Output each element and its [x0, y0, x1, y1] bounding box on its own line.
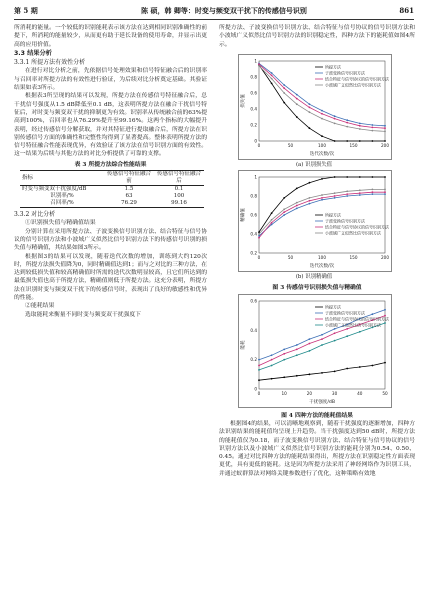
figure-4: [238, 294, 392, 408]
x-tick-label: 0: [257, 255, 261, 260]
data-point: [271, 72, 273, 74]
data-point: [283, 211, 285, 213]
paragraph: 在进行对比分析之前，先依据信号处理效果和信号特征融合后的识别率与召回率对所提方法的有效性进行验证，为后续对比分析奠定基础。其验证结果如表3所示。: [14, 68, 207, 92]
data-point: [334, 118, 336, 120]
x-tick-label: 30: [331, 391, 338, 396]
table-row: [20, 186, 204, 194]
data-point: [372, 124, 374, 126]
data-point: [359, 125, 361, 127]
x-tick-label: 20: [306, 391, 313, 396]
paragraph: 选取能耗来衡量不同时变与频变双干扰强度下: [25, 311, 141, 318]
data-point: [271, 359, 273, 361]
data-point: [309, 111, 311, 113]
data-point: [346, 328, 348, 330]
data-point: [258, 65, 260, 67]
data-point: [321, 194, 323, 196]
table-cell: 63: [125, 193, 133, 200]
legend-label: 小波域广义似然比信号识别方法: [325, 322, 381, 328]
x-tick-label: 150: [349, 143, 358, 148]
data-point: [296, 202, 298, 204]
figure-3a: [238, 54, 392, 160]
subsection-heading-3-3-1: 3.3.1 所提方法有效性分析: [14, 59, 86, 67]
table-cell: 召回率/%: [50, 200, 74, 207]
data-point: [258, 63, 260, 65]
data-point: [384, 131, 386, 133]
data-point: [309, 338, 311, 340]
data-point: [384, 191, 386, 193]
data-point: [309, 182, 311, 184]
data-point: [346, 140, 348, 142]
data-point: [346, 190, 348, 192]
figure-4-caption: 图 4 四种方法的能耗值结果: [281, 413, 353, 419]
data-point: [384, 362, 386, 364]
table-cell: 100: [173, 193, 185, 200]
data-point: [334, 371, 336, 373]
data-point: [372, 130, 374, 132]
data-point: [296, 349, 298, 351]
data-point: [384, 176, 386, 178]
data-point: [321, 338, 323, 340]
legend-label: 子波变换信号识别方法: [325, 70, 365, 76]
x-axis-label: 迭代次数/次: [309, 152, 335, 157]
data-point: [346, 119, 348, 121]
legend-label: 结合特征与信号协议的信号识别方法: [325, 316, 389, 322]
data-point: [334, 115, 336, 117]
x-axis-label: 迭代次数/次: [309, 264, 335, 269]
intro-paragraph: 所消耗的能量。一个较低的识别能耗表示该方法在达到相同识别准确性的前提下，所消耗的能量较少，从而更有助于延长设备的使用寿命，并显示出更高的应用价值。: [14, 25, 207, 48]
data-point: [346, 195, 348, 197]
data-point: [258, 379, 260, 381]
data-point: [321, 334, 323, 336]
right-column-top: [219, 24, 415, 49]
left-column: [14, 24, 207, 319]
data-point: [296, 116, 298, 118]
data-point: [283, 197, 285, 199]
table-row: [20, 200, 204, 208]
item-heading-energy: ②能耗结果: [25, 303, 55, 310]
data-point: [372, 188, 374, 190]
data-point: [359, 123, 361, 125]
table-cell: 时变与频变双干扰强度/dB: [22, 186, 87, 193]
legend-label: 结合特征与信号协议的信号识别方法: [325, 224, 389, 230]
data-point: [296, 205, 298, 207]
data-point: [384, 193, 386, 195]
table-title: 表 3 所提方法综合性能结果: [74, 161, 147, 168]
results-table: [20, 170, 204, 208]
y-tick-label: 0: [254, 386, 257, 392]
data-point: [359, 331, 361, 333]
x-tick-label: 50: [287, 143, 294, 148]
data-point: [359, 176, 361, 178]
data-point: [372, 140, 374, 142]
data-point: [359, 128, 361, 130]
chart-energy: [239, 295, 391, 407]
data-point: [296, 375, 298, 377]
data-point: [334, 195, 336, 197]
header-rule: [14, 19, 414, 20]
table-cell: 0.1: [174, 186, 184, 193]
page-number: 861: [399, 6, 414, 15]
data-point: [296, 354, 298, 356]
legend-label: 小波域广义似然比信号识别方法: [325, 230, 381, 236]
table-cell: 76.29: [121, 200, 137, 207]
data-point: [283, 376, 285, 378]
data-point: [372, 193, 374, 195]
paragraph: 分别计算在采用所提方法、子波变换信号识别方法、结合特征与信号协议的信号识别方法和小波域广义似然比信号识别方法下的传感信号识别的损失值与精确值，其结果如图3所示。: [14, 228, 207, 252]
data-point: [321, 135, 323, 137]
chart-precision: [239, 171, 391, 271]
table-header-cell: 传感信号特征融合前: [106, 171, 151, 185]
data-point: [321, 344, 323, 346]
table-cell: 1.5: [124, 186, 134, 193]
paragraph: 所提方法、子波变换信号识别方法、结合特征与信号协议的信号识别方法和小波域广义似然比信号识别方法的识别稳定性，四种方法下的能耗值如图4所示。: [219, 25, 415, 48]
data-point: [334, 123, 336, 125]
data-point: [283, 349, 285, 351]
data-point: [296, 98, 298, 100]
y-tick-label: 0.4: [250, 231, 257, 237]
x-tick-label: 100: [318, 143, 326, 148]
y-tick-label: 0.8: [250, 74, 257, 80]
data-point: [334, 332, 336, 334]
y-tick-label: 0.4: [250, 327, 257, 333]
paragraph: 根据图4的结果，可以清晰地观察到，随着干扰强度的逐渐增加，四种方法识别结果的能耗值均呈现上升趋势。当干扰强度达到50 dB时，所提方法的能耗值仅为0.18，而子波变换信号识别方法、结合特征与信号协议的信号识别方法以及小波域广义似然比信号识别方法的能耗分别为0.54、0.50、0.45。通过对比四种方法的能耗结果得出，所提方法在识别稳定性方面表现更优，具有更低的能耗。这是因为所提方法采用了神经网络作为识别工具，并通过蚁群算法对网络关键参数进行了优化，这种策略有效地: [219, 421, 415, 477]
data-point: [334, 192, 336, 194]
y-axis-label: 损失值: [241, 94, 246, 108]
data-point: [384, 125, 386, 127]
data-point: [334, 197, 336, 199]
data-point: [258, 365, 260, 367]
y-tick-label: 0.2: [250, 122, 257, 128]
page-header: [14, 6, 414, 20]
data-point: [334, 140, 336, 142]
figure-3a-subcaption: (a) 识别损失值: [295, 162, 333, 168]
x-tick-label: 200: [381, 255, 389, 260]
data-point: [271, 78, 273, 80]
table-header-cell: 传感信号特征融合后: [156, 171, 201, 185]
data-point: [309, 127, 311, 129]
paragraph: 根据表3所呈现的结果可以发现，所提方法在传感信号特征融合后，总干扰信号强度从1.5 dB降低至0.1 dB，这表明所提方法在融合干扰信号特征后，对时变与频变双干扰的抑制更为有效。识别率从传统融合前的63%提高到100%，召回率也从76.29%提升至99.16%。这两个指标的大幅提升表明，经过传感信号分解获取，并对其特征进行提取融合后，所提方法在识别传感信号方面的准确性和完整性均得到了显著提高。整体表明所提方法的信号特征融合性能表现优异，有效验证了该方法在信号识别方面的有效性。这一结果为后续与其他方法的对比分析提供了可靠的支撑。: [14, 93, 207, 158]
data-point: [283, 87, 285, 89]
y-axis-label: 精确值: [241, 208, 246, 222]
data-point: [283, 359, 285, 361]
y-tick-label: 1: [254, 58, 257, 64]
x-tick-label: 0: [257, 143, 261, 148]
data-point: [321, 199, 323, 201]
data-point: [321, 178, 323, 180]
data-point: [359, 194, 361, 196]
item-heading-loss: ①识别损失值与精确值结果: [25, 220, 96, 227]
data-point: [384, 127, 386, 129]
x-axis-label: 干扰强度/dB: [309, 400, 335, 405]
data-point: [372, 176, 374, 178]
data-point: [346, 122, 348, 124]
x-tick-label: 0: [257, 391, 261, 396]
section-heading-3-3: 3.3 结果分析: [14, 49, 52, 57]
data-point: [346, 335, 348, 337]
data-point: [271, 222, 273, 224]
data-point: [296, 207, 298, 209]
data-point: [296, 344, 298, 346]
legend-label: 子波变换信号识别方法: [325, 218, 365, 224]
subsection-heading-3-3-2: 3.3.2 对比分析: [14, 211, 56, 219]
data-point: [384, 309, 386, 311]
legend-label: 结合特征与信号协议的信号识别方法: [325, 76, 389, 82]
data-point: [359, 140, 361, 142]
y-tick-label: 0.2: [250, 357, 257, 363]
x-tick-label: 40: [357, 391, 363, 396]
data-point: [309, 107, 311, 109]
data-point: [384, 140, 386, 142]
x-tick-label: 50: [287, 255, 294, 260]
figure-3b: [238, 170, 392, 272]
data-point: [346, 193, 348, 195]
data-point: [321, 113, 323, 115]
table-cell: 99.16: [171, 200, 187, 207]
y-axis-label: 能耗: [241, 340, 246, 350]
legend-label: 所提方法: [325, 304, 341, 310]
data-point: [359, 189, 361, 191]
data-point: [372, 191, 374, 193]
data-point: [296, 103, 298, 105]
data-point: [271, 219, 273, 221]
data-point: [258, 233, 260, 235]
y-tick-label: 0.4: [250, 106, 257, 112]
data-point: [372, 127, 374, 129]
data-point: [372, 365, 374, 367]
data-point: [271, 378, 273, 380]
y-tick-label: 0.2: [250, 250, 257, 256]
y-tick-label: 0.6: [250, 298, 257, 304]
data-point: [334, 176, 336, 178]
issue-label: 第 5 期: [14, 6, 38, 15]
running-title: 陈 硕，韩 卿等：时变与频变双干扰下的传感信号识别: [141, 6, 307, 15]
data-point: [283, 353, 285, 355]
data-point: [372, 313, 374, 315]
data-point: [384, 188, 386, 190]
legend-label: 子波变换信号识别方法: [325, 310, 365, 316]
data-point: [321, 197, 323, 199]
data-point: [309, 373, 311, 375]
data-point: [309, 103, 311, 105]
data-point: [283, 208, 285, 210]
series-line: [259, 323, 385, 370]
data-point: [309, 343, 311, 345]
data-point: [271, 212, 273, 214]
data-point: [258, 369, 260, 371]
data-point: [309, 197, 311, 199]
data-point: [309, 200, 311, 202]
data-point: [321, 118, 323, 120]
table-cell: 识别率/%: [50, 193, 74, 200]
paragraph: 根据图3的结果可以发现，随着迭代次数的增加，训练到大约120次时，所提方法损失值降为0，同时精确值达到1；而与之对比的三种方法，在达到较低损失值和较高精确值时所需的迭代次数明显较高，且它们所达到的最低损失值也高于所提方法，精确值则低于所提方法。这充分表明，所提方法在识别时变与频变双干扰下的传感信号时，表现出了良好的敏感性和优异的性能。: [14, 253, 207, 302]
data-point: [359, 366, 361, 368]
data-point: [321, 372, 323, 374]
data-point: [309, 203, 311, 205]
x-tick-label: 50: [382, 391, 388, 396]
data-point: [384, 322, 386, 324]
data-point: [271, 354, 273, 356]
data-point: [309, 350, 311, 352]
x-tick-label: 200: [381, 143, 389, 148]
figure-3b-subcaption: (b) 识别精确值: [295, 274, 333, 280]
data-point: [296, 94, 298, 96]
y-tick-label: 0: [254, 138, 257, 144]
x-tick-label: 100: [318, 255, 326, 260]
data-point: [283, 84, 285, 86]
data-point: [283, 214, 285, 216]
table-row: [20, 193, 204, 200]
y-tick-label: 0.6: [250, 90, 257, 96]
data-point: [283, 92, 285, 94]
legend-label: 所提方法: [325, 212, 341, 218]
data-point: [346, 176, 348, 178]
table-header-row: [20, 171, 204, 186]
data-point: [258, 237, 260, 239]
data-point: [359, 192, 361, 194]
data-point: [321, 110, 323, 112]
legend-label: 所提方法: [325, 64, 341, 70]
figure-3-caption: 图 3 传感信号识别损失值与精确值: [272, 285, 362, 291]
y-tick-label: 0.8: [250, 193, 257, 199]
data-point: [258, 359, 260, 361]
y-tick-label: 1: [254, 174, 257, 180]
data-point: [346, 126, 348, 128]
data-point: [334, 340, 336, 342]
right-column-bottom: [219, 420, 415, 478]
y-tick-label: 0.6: [250, 212, 257, 218]
data-point: [271, 83, 273, 85]
series-line: [259, 363, 385, 381]
x-tick-label: 150: [349, 255, 358, 260]
data-point: [271, 75, 273, 77]
data-point: [296, 188, 298, 190]
data-point: [346, 368, 348, 370]
data-point: [283, 102, 285, 104]
table-header-cell: 指标: [22, 174, 34, 181]
x-tick-label: 10: [281, 391, 287, 396]
legend-label: 小波域广义似然比信号识别方法: [325, 82, 381, 88]
chart-loss: [239, 55, 391, 159]
data-point: [271, 365, 273, 367]
data-point: [334, 328, 336, 330]
